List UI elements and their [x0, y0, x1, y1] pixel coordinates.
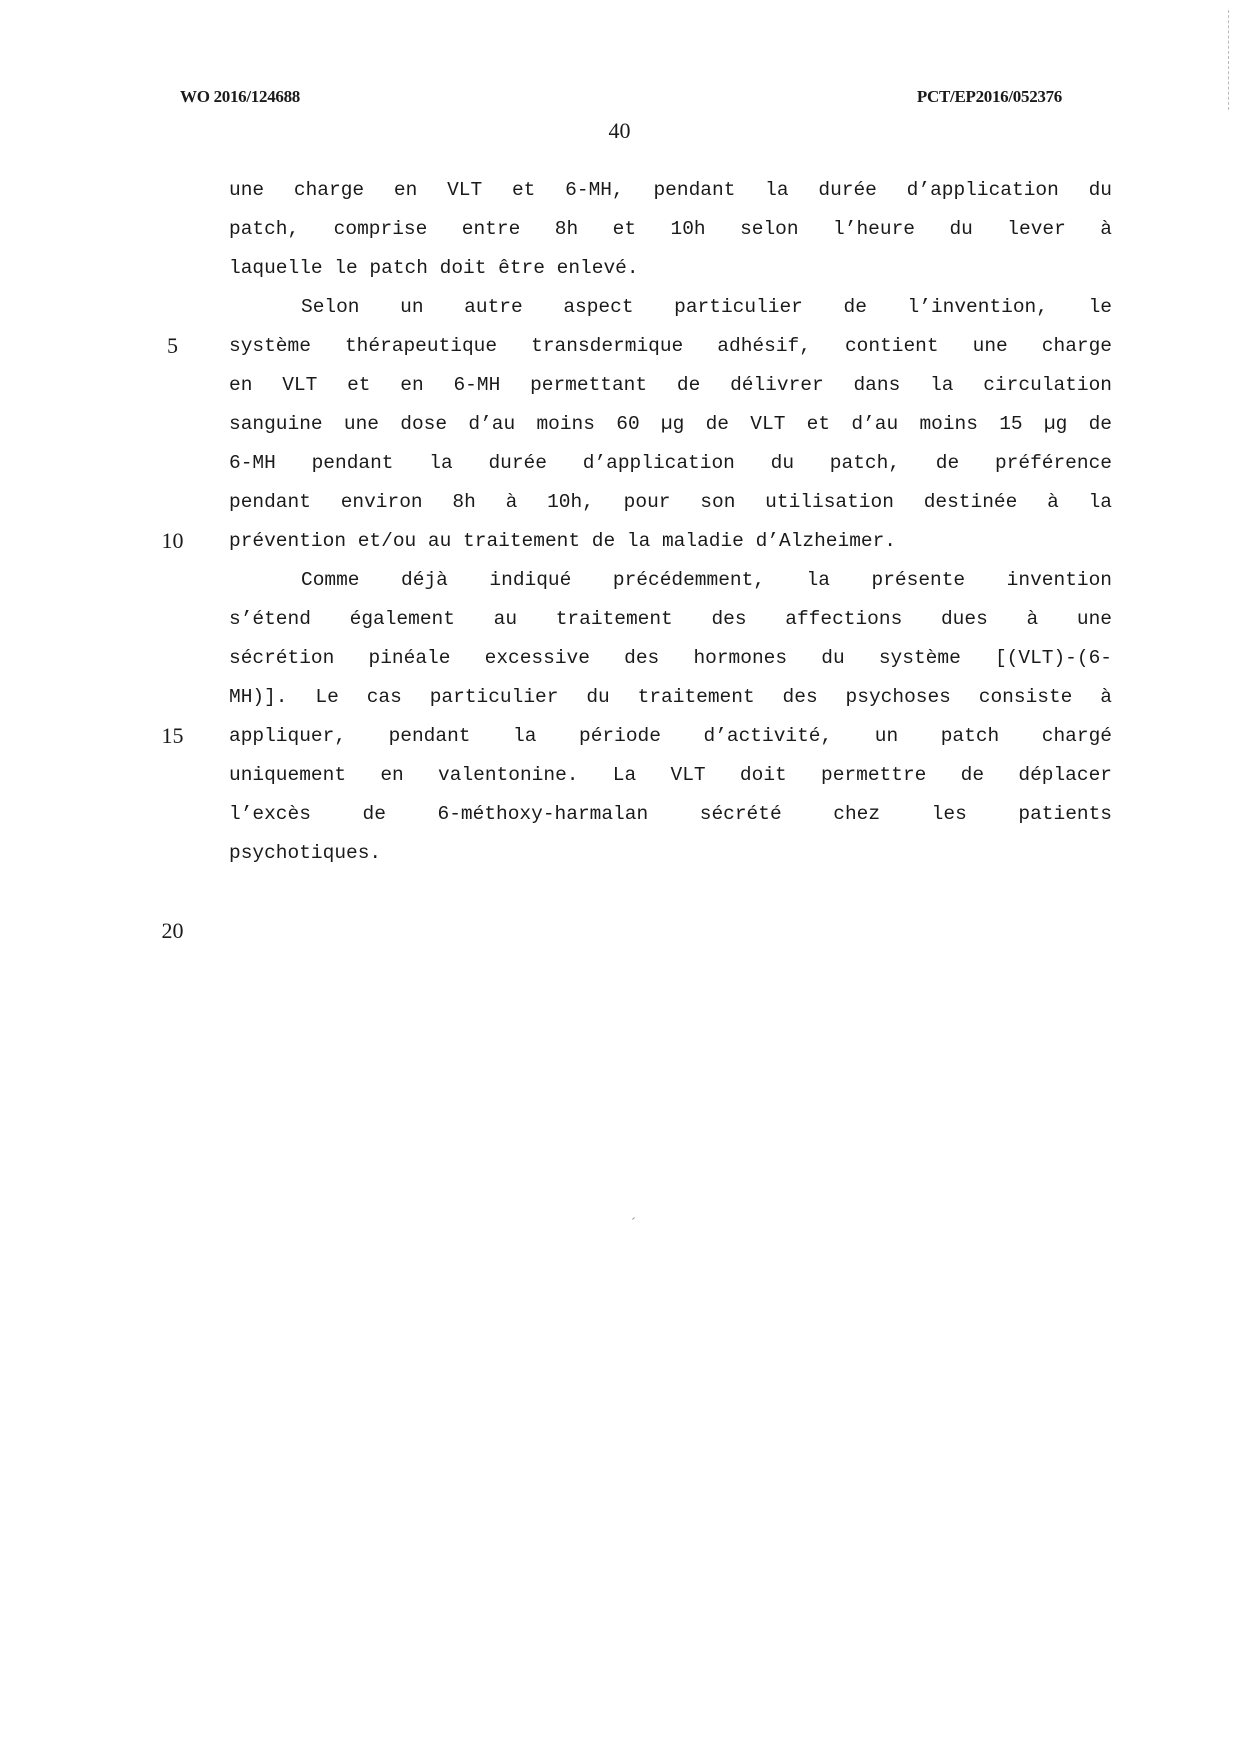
text-line: appliquer, pendant la période d’activité, un patch chargé — [229, 725, 1112, 747]
line-number: 10 — [161, 528, 184, 553]
text-line: sanguine une dose d’au moins 60 µg de VLT et d’au moins 15 µg de — [229, 413, 1112, 435]
text-line: pendant environ 8h à 10h, pour son utilisation destinée à la — [229, 491, 1112, 513]
text-line: laquelle le patch doit être enlevé. — [229, 257, 639, 279]
text-line: une charge en VLT et 6-MH, pendant la durée d’application du — [229, 179, 1112, 201]
text-line: 6-MH pendant la durée d’application du patch, de préférence — [229, 452, 1112, 474]
text-line: s’étend également au traitement des affections dues à une — [229, 608, 1112, 630]
text-line: sécrétion pinéale excessive des hormones du système [(VLT)-(6- — [229, 647, 1112, 669]
text-line: patch, comprise entre 8h et 10h selon l’heure du lever à — [229, 218, 1112, 240]
text-line: Selon un autre aspect particulier de l’invention, le — [301, 296, 1112, 318]
text-line: psychotiques. — [229, 842, 382, 864]
page-number: 40 — [608, 118, 631, 143]
text-line: système thérapeutique transdermique adhésif, contient une charge — [229, 335, 1112, 357]
line-number: 20 — [161, 918, 184, 943]
line-number: 5 — [167, 333, 178, 358]
scan-margin-mark — [1228, 10, 1230, 110]
application-number: PCT/EP2016/052376 — [916, 87, 1062, 106]
text-line: l’excès de 6-méthoxy-harmalan sécrété chez les patients — [229, 803, 1112, 825]
scan-artifact — [632, 1217, 635, 1220]
text-line: MH)]. Le cas particulier du traitement des psychoses consiste à — [229, 686, 1112, 708]
text-line: Comme déjà indiqué précédemment, la présente invention — [301, 569, 1112, 591]
publication-number: WO 2016/124688 — [180, 87, 300, 106]
text-line: en VLT et en 6-MH permettant de délivrer dans la circulation — [229, 374, 1112, 396]
text-line: prévention et/ou au traitement de la maladie d’Alzheimer. — [229, 530, 897, 552]
text-line: uniquement en valentonine. La VLT doit permettre de déplacer — [229, 764, 1112, 786]
line-number: 15 — [161, 723, 184, 748]
